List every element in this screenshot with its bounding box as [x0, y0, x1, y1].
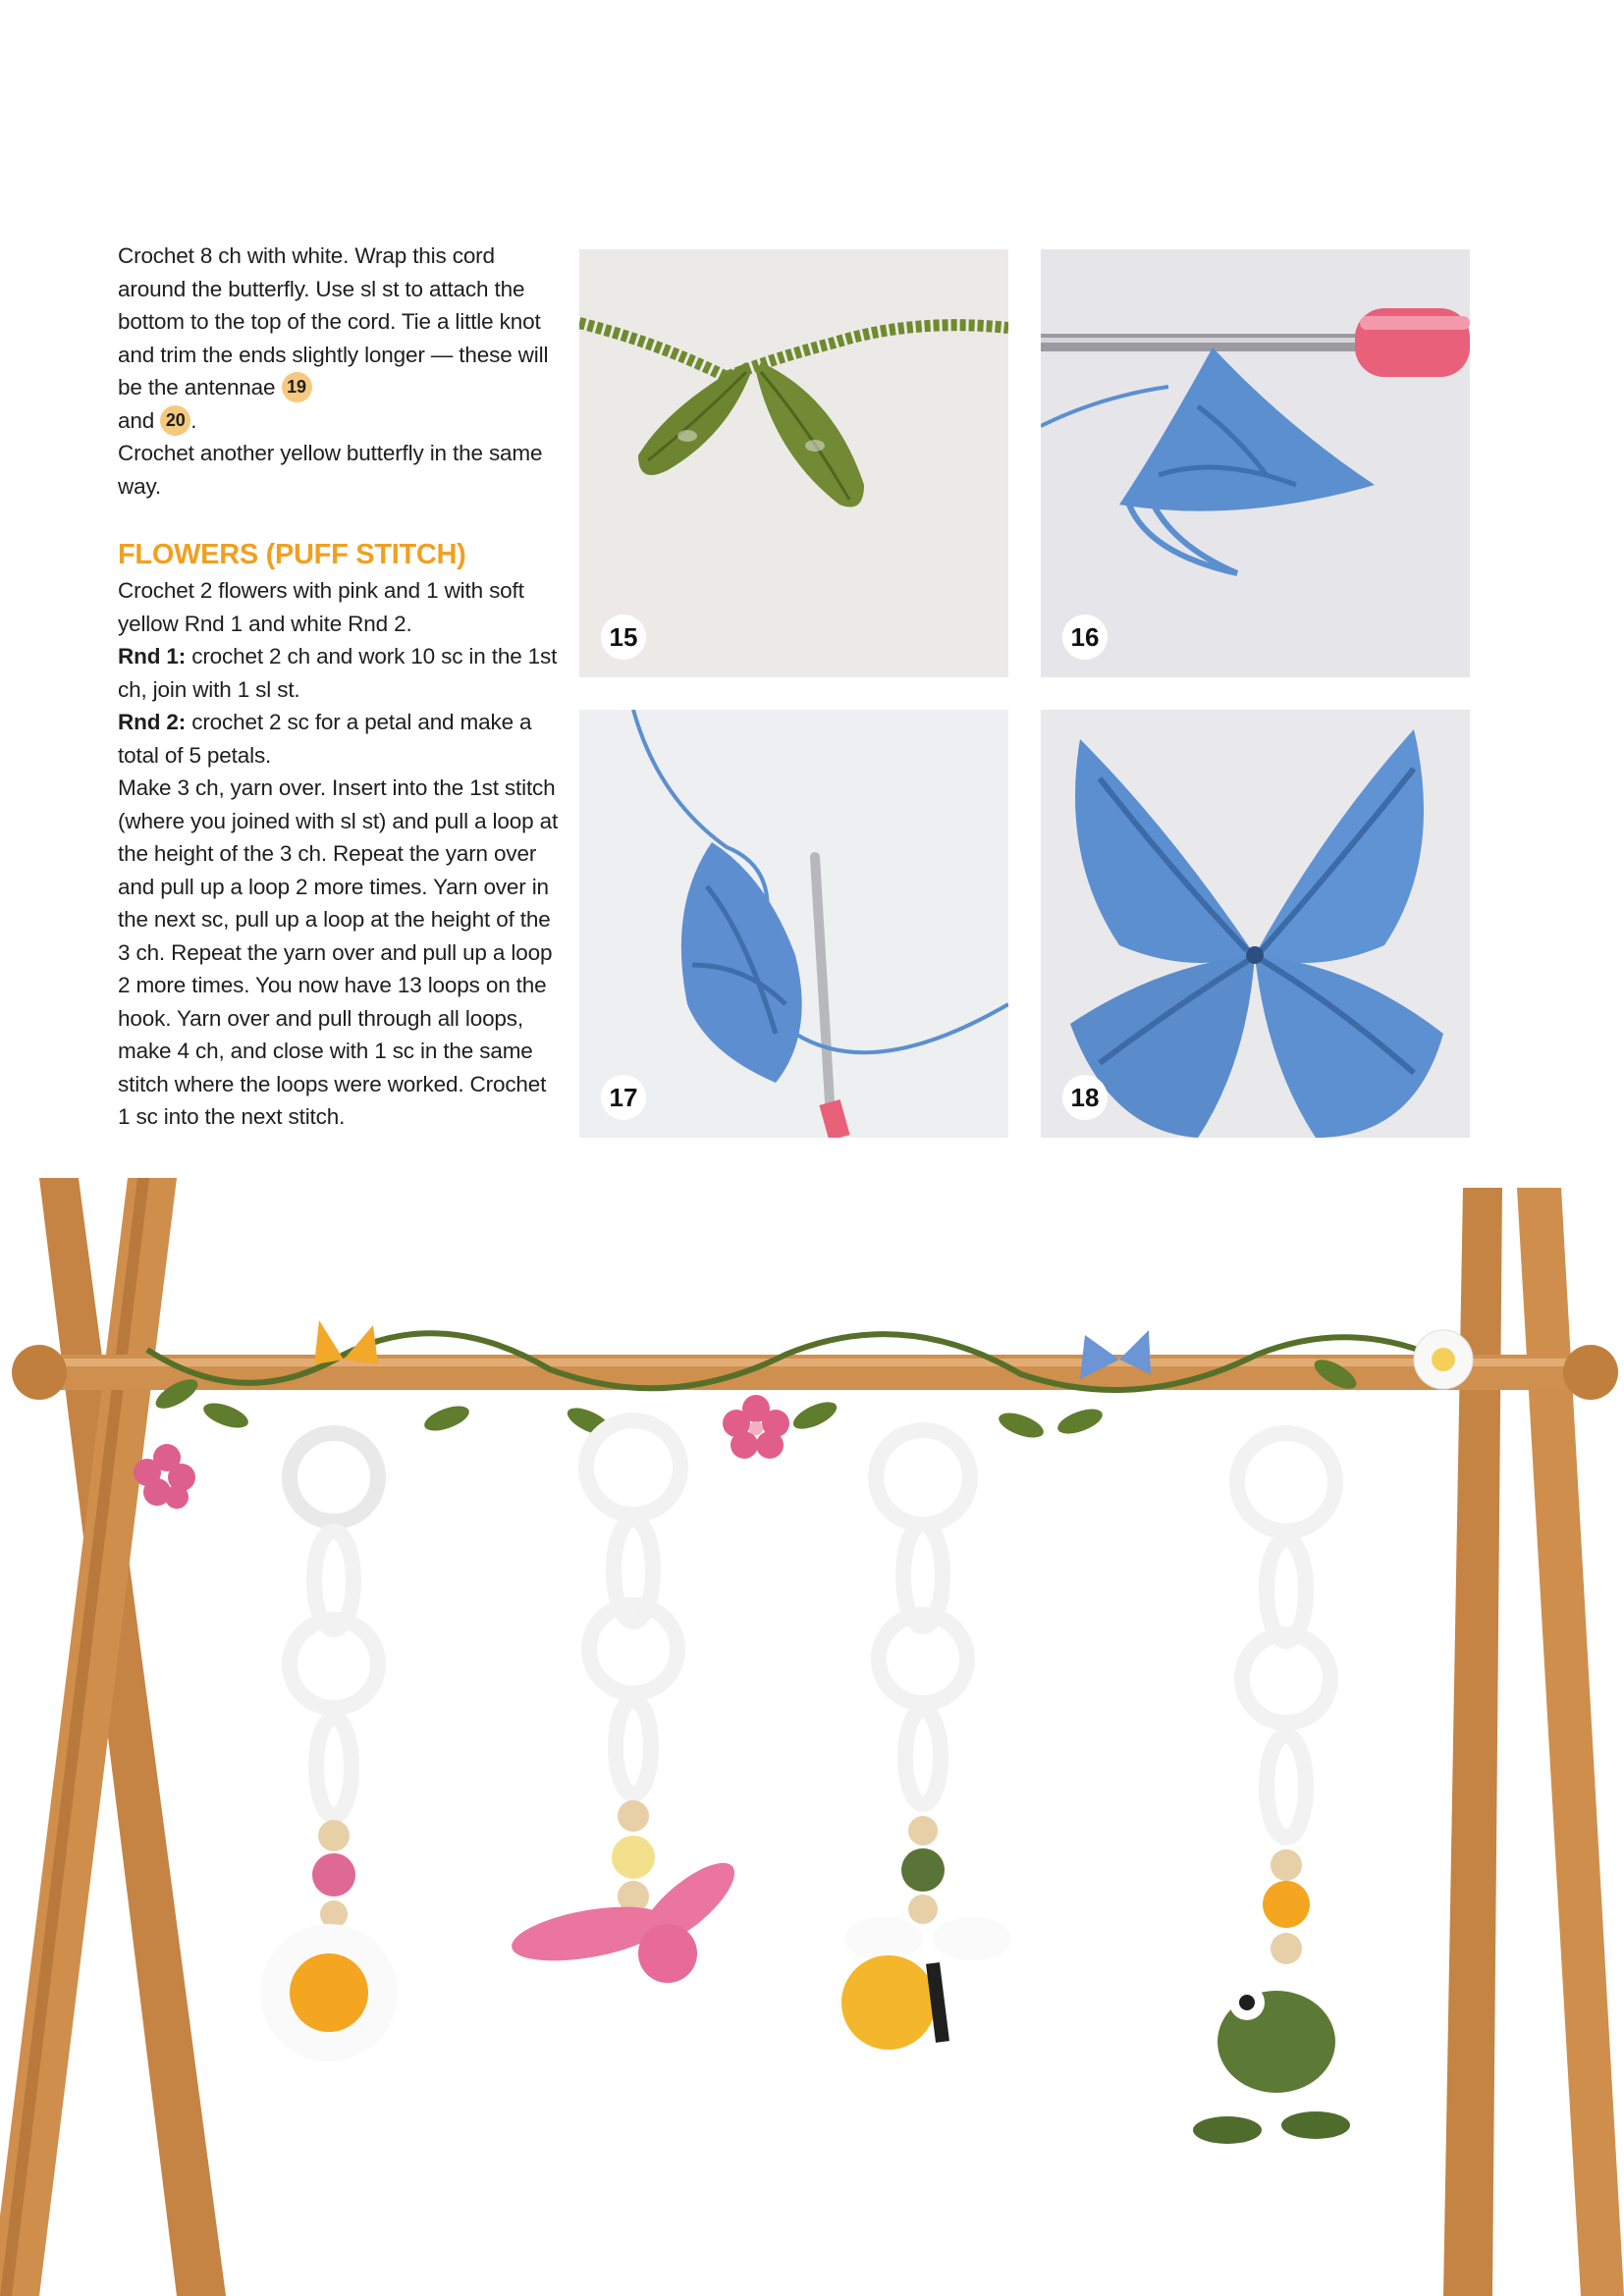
pink-flower-middle [723, 1395, 789, 1459]
intro-paragraph [118, 240, 560, 437]
blue-butterfly-illustration [1041, 710, 1470, 1138]
leaves-cord-illustration [579, 249, 1008, 677]
rnd1-paragraph [118, 640, 560, 706]
rnd1-text: crochet 2 ch and work 10 sc in the 1st ch, join with 1 sl st. [118, 644, 558, 702]
baby-gym-illustration [0, 1158, 1624, 2296]
white-flower [1414, 1330, 1473, 1389]
photo-17-half-butterfly [579, 710, 1008, 1138]
photo-number-17: 17 [601, 1075, 646, 1120]
repeat-note: Crochet another yellow butterfly in the same way. [118, 441, 543, 499]
blue-triangle-hook-illustration [1041, 249, 1470, 677]
photo-number-15: 15 [601, 614, 646, 660]
puff-steps: Make 3 ch, yarn over. Insert into the 1st stitch (where you joined with sl st) and pull a loop at the height of the 3 ch. Repeat the yarn over and pull up a loop 2 more times. Yarn over in the next sc, pull up a loop at the height of the 3 ch. Repeat the yarn over and pull up a loop 2 more times. You now have 13 loops on the hook. Yarn over and pull through all loops, make 4 ch, and close with 1 sc in the same stitch where the loops were worked. Crochet 1 sc into the next stitch. [118, 775, 559, 1129]
half-butterfly-illustration [579, 710, 1008, 1138]
photo-15-leaves-cord [579, 249, 1008, 677]
ring-chain-3 [876, 1430, 970, 1804]
yellow-butterfly [314, 1320, 378, 1364]
bumblebee-toy [841, 1816, 1011, 2050]
rnd2-paragraph [118, 706, 560, 772]
ring-chain-2 [586, 1420, 680, 1794]
intro-end: . [190, 407, 197, 433]
photo-number-18: 18 [1062, 1075, 1108, 1120]
step-badge-19: 19 [282, 372, 312, 402]
bar-end-left [12, 1345, 67, 1400]
rnd2-label: Rnd 2: [118, 710, 187, 734]
photo-18-blue-butterfly [1041, 710, 1470, 1138]
pink-bee-toy [508, 1800, 746, 1983]
daisy-toy [260, 1820, 398, 2061]
frog-toy [1193, 1849, 1350, 2144]
intro-joiner: and [118, 407, 155, 433]
photo-number-16: 16 [1062, 614, 1108, 660]
bar-end-right [1563, 1345, 1618, 1400]
photo-16-blue-triangle-hook [1041, 249, 1470, 677]
intro-text: Crochet 8 ch with white. Wrap this cord around the butterfly. Use sl st to attach the bottom to the top of the cord. Tie a little knot and trim the ends slightly longer — these will be the antennae [118, 243, 549, 400]
ring-chain-1 [290, 1433, 378, 1816]
instructions-column [118, 240, 560, 1134]
rnd2-text: crochet 2 sc for a petal and make a total of 5 petals. [118, 710, 532, 768]
flowers-intro: Crochet 2 flowers with pink and 1 with soft yellow Rnd 1 and white Rnd 2. [118, 578, 524, 636]
flowers-heading: FLOWERS (PUFF STITCH) [118, 539, 466, 570]
rnd1-label: Rnd 1: [118, 644, 187, 668]
ring-chain-4 [1237, 1433, 1335, 1838]
step-badge-20: 20 [160, 405, 190, 436]
baby-gym-photo [0, 1158, 1624, 2296]
